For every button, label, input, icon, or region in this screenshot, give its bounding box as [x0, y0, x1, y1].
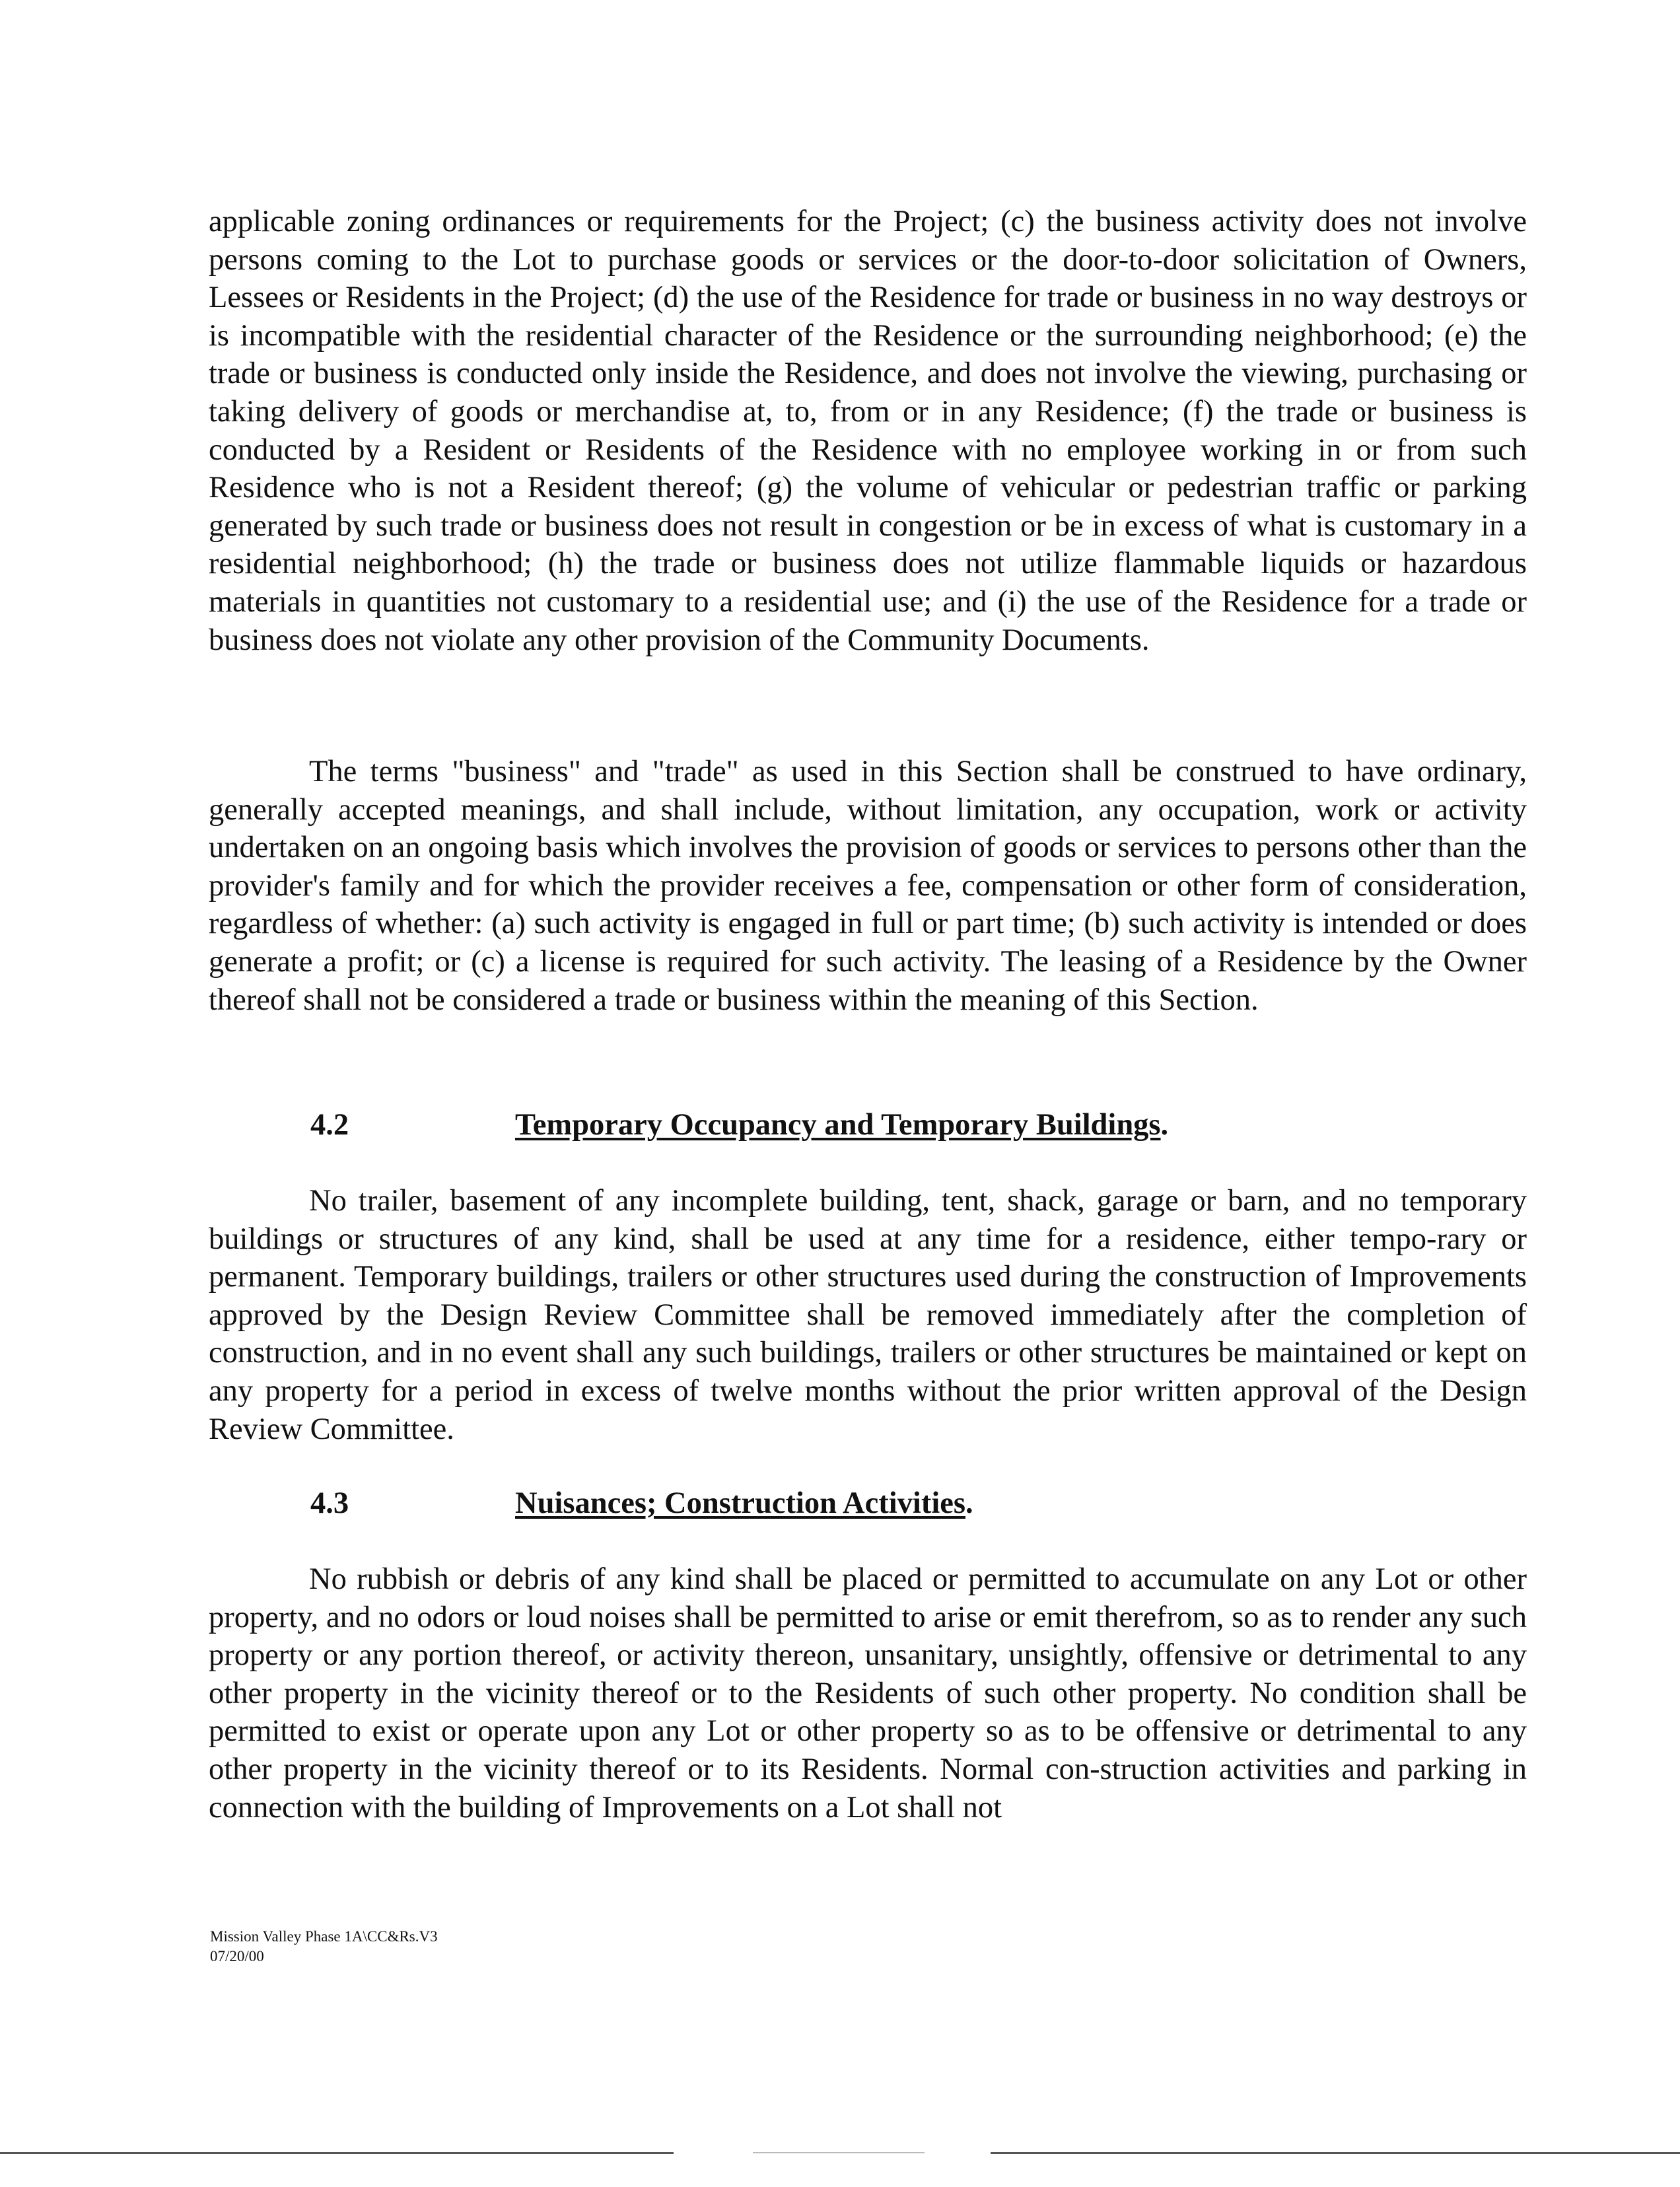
paragraph-nuisances: No rubbish or debris of any kind shall be placed or permitted to accumulate on any Lot or other property, and no odors or loud noises shall be permitted to arise or emit therefrom, so as to render any such property or any portion thereof, or activity thereon, unsanitary, unsightly, offensive or detrimental to any other property in the vicinity thereof or to the Residents of such other property. No condition shall be permitted to exist or operate upon any Lot or other property so as to be offensive or detrimental to any other property in the vicinity thereof or to its Residents. Normal con-struction activities and parking in connection with the building of Improvements on a Lot shall not: [209, 1562, 1527, 1824]
section-heading-4-2: [310, 1106, 1168, 1144]
document-footer: [210, 1927, 438, 1966]
section-heading-4-3: [310, 1484, 973, 1523]
paragraph-temporary-occupancy: No trailer, basement of any incomplete building, tent, shack, garage or barn, and no temporary buildings or structures of any kind, shall be used at any time for a residence, either tempo-rary or permanent. Temporary buildings, trailers or other structures used during the construction of Improvements approved by the Design Review Committee shall be removed immediately after the completion of construction, and in no event shall any such buildings, trailers or other structures be maintained or kept on any property for a period in excess of twelve months without the prior written approval of the Design Review Committee.: [209, 1184, 1527, 1446]
section-number: 4.2: [310, 1108, 349, 1142]
section-title: Nuisances; Construction Activities: [515, 1486, 965, 1520]
section-title: Temporary Occupancy and Temporary Buildings: [515, 1108, 1161, 1142]
section-title-punctuation: .: [1160, 1108, 1169, 1142]
scan-edge-line: [0, 2152, 674, 2154]
scan-edge-line: [991, 2152, 1680, 2154]
scan-edge-line: [753, 2152, 925, 2153]
footer-date: 07/20/00: [210, 1948, 264, 1964]
paragraph-business-trade-definition: The terms "business" and "trade" as used in this Section shall be construed to have ordinary, generally accepted meanings, and shall include, without limitation, any occupation, work or activity undertaken on an ongoing basis which involves the provision of goods or services to persons other than the provider's family and for which the provider receives a fee, compensation or other form of consideration, regardless of whether: (a) such activity is engaged in full or part time; (b) such activity is intended or does generate a profit; or (c) a license is required for such activity. The leasing of a Residence by the Owner thereof shall not be considered a trade or business within the meaning of this Section.: [209, 755, 1527, 1017]
footer-file-path: Mission Valley Phase 1A\CC&Rs.V3: [210, 1928, 438, 1945]
section-number: 4.3: [310, 1486, 349, 1520]
paragraph-home-business-conditions: applicable zoning ordinances or requirements for the Project; (c) the business activity does not involve persons coming to the Lot to purchase goods or services or the door-to-door solicitation of Owners, Lessees or Residents in the Project; (d) the use of the Residence for trade or business in no way destroys or is incompatible with the residential character of the Residence or the surrounding neighborhood; (e) the trade or business is conducted only inside the Residence, and does not involve the viewing, purchasing or taking delivery of goods or merchandise at, to, from or in any Residence; (f) the trade or business is conducted by a Resident or Residents of the Residence with no employee working in or from such Residence who is not a Resident thereof; (g) the volume of vehicular or pedestrian traffic or parking generated by such trade or business does not result in congestion or be in excess of what is customary in a residential neighborhood; (h) the trade or business does not utilize flammable liquids or hazardous materials in quantities not customary to a residential use; and (i) the use of the Residence for a trade or business does not violate any other provision of the Community Documents.: [209, 205, 1527, 657]
section-title-punctuation: .: [965, 1486, 973, 1520]
